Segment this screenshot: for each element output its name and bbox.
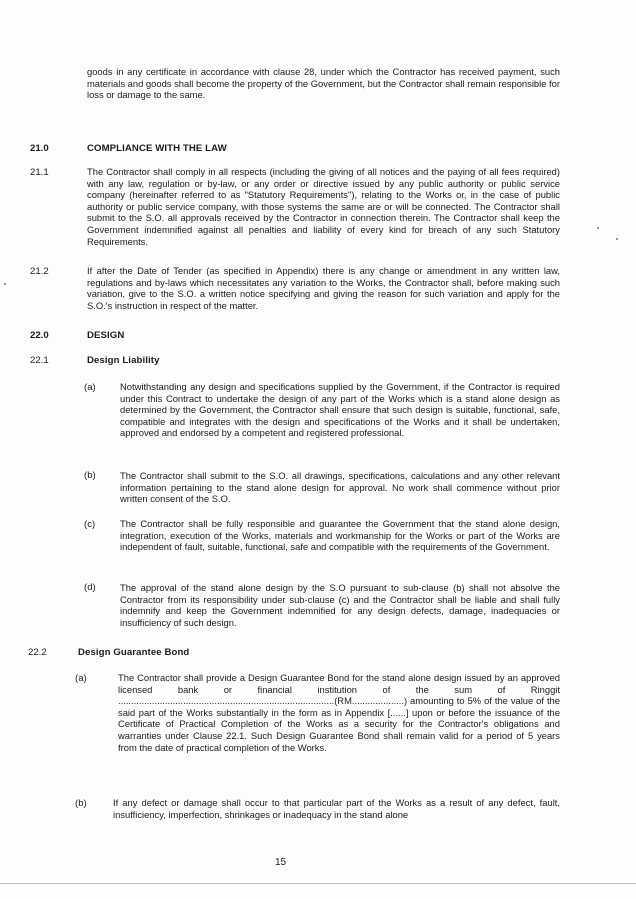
clause-22-1-number: 22.1 — [30, 355, 49, 366]
item-22-2-a-label: (a) — [75, 673, 87, 684]
scan-speck — [597, 227, 599, 229]
item-22-1-d-text: The approval of the stand alone design by the S.O pursuant to sub-clause (b) shall not absolve the Contractor from its responsibility under sub-clause (c) and the Contractor shall be liable and shall fully indemnify and keep the Government indemnified for any design defects, damage, inadequacies or insufficiency of such design. — [120, 582, 560, 628]
scan-speck — [4, 283, 6, 285]
item-22-1-d-label: (d) — [84, 582, 96, 593]
section-22-title: DESIGN — [87, 330, 125, 341]
clause-21-2-number: 21.2 — [30, 266, 49, 277]
page-number: 15 — [275, 857, 287, 868]
clause-22-1-title: Design Liability — [87, 355, 160, 366]
item-22-2-b-label: (b) — [75, 798, 87, 809]
clause-22-2-title: Design Guarantee Bond — [78, 647, 190, 658]
item-22-1-b-label: (b) — [84, 470, 96, 481]
item-22-1-b-text: The Contractor shall submit to the S.O. all drawings, specifications, calculations and any other relevant information pertaining to the stand alone design for approval. No work shall commence without prior written consent of the S.O. — [120, 470, 560, 505]
item-22-1-a-text: Notwithstanding any design and specifications supplied by the Government, if the Contractor is required under this Contract to undertake the design of any part of the Works which is a stand alone design as determined by the Government, the Contractor shall ensure that such design is suitable, functional, safe, compatible and integrates with the design and specifications of the Works and it shall be undertaken, approved and endorsed by a competent and registered professional. — [120, 381, 560, 439]
footer-scan-line — [0, 883, 636, 884]
section-22-number: 22.0 — [30, 330, 49, 341]
clause-21-1-number: 21.1 — [30, 167, 49, 178]
item-22-1-c-label: (c) — [84, 519, 96, 530]
item-22-2-b-text: If any defect or damage shall occur to that particular part of the Works as a result of any defect, fault, insufficiency, imperfection, shrinkages or inadequacy in the stand alone — [113, 797, 560, 820]
clause-21-2-text: If after the Date of Tender (as specified in Appendix) there is any change or amendment in any written law, regulations and by-laws which necessitates any variation to the Works, the Contractor shall, before making such variation, give to the S.O. a written notice specifying and giving the reason for such variation and apply for the S.O.'s instruction in respect of the matter. — [87, 265, 560, 311]
section-21-title: COMPLIANCE WITH THE LAW — [87, 143, 227, 154]
section-21-number: 21.0 — [30, 143, 49, 154]
intro-paragraph: goods in any certificate in accordance with clause 28, under which the Contractor has received payment, such materials and goods shall become the property of the Government, but the Contractor shall remain responsible for loss or damage to the same. — [87, 66, 560, 101]
item-22-1-c-text: The Contractor shall be fully responsible and guarantee the Government that the stand alone design, integration, execution of the Works, materials and workmanship for the Works or part of the Works are independent of fault, suitable, functional, safe and compatible with the requirements of the Government. — [120, 518, 560, 553]
clause-22-2-number: 22.2 — [28, 647, 47, 658]
item-22-1-a-label: (a) — [84, 382, 96, 393]
clause-21-1-text: The Contractor shall comply in all respects (including the giving of all notices and the paying of all fees required) with any law, regulation or by-law, or any order or directive issued by any public authority or public service company (hereinafter referred to as "Statutory Requirements"), relating to the Works or, in the case of public authority or public service company, with those systems the same are or will be connected. The Contractor shall submit to the S.O. all approvals received by the Contractor in connection therein. The Contractor shall keep the Government indemnified against all penalties and liability of every kind for breach of any such Statutory Requirements. — [87, 166, 560, 247]
item-22-2-a-text: The Contractor shall provide a Design Guarantee Bond for the stand alone design issued by an approved licensed bank or financial institution of the sum of Ringgit ...................................................................................(RM....................) amounting to 5% of the value of the said part of the Works substantially in the form as in Appendix [......] upon or before the issuance of the Certificate of Practical Completion of the Works as a security for the Contractor's obligations and warranties under Clause 22.1. Such Design Guarantee Bond shall remain valid for a period of 5 years from the date of practical completion of the Works. — [118, 672, 560, 753]
scan-speck — [616, 238, 618, 240]
